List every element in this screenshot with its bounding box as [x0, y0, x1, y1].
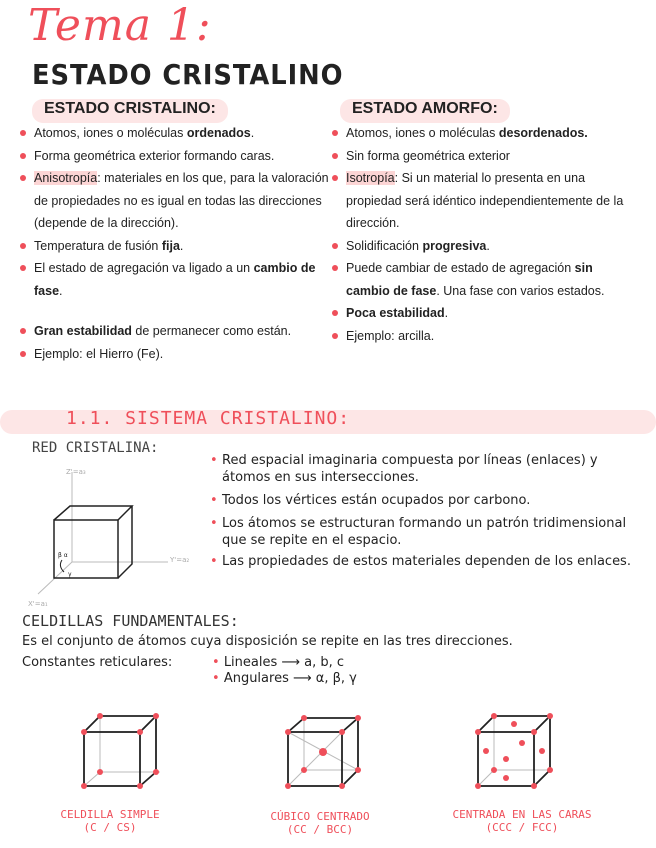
cell-bcc-caption: CÚBICO CENTRADO (CC / BCC) — [270, 810, 370, 836]
cell-fcc-caption: CENTRADA EN LAS CARAS (CCC / FCC) — [452, 808, 592, 834]
list-item: • Las propiedades de estos materiales dependen de los enlaces. — [210, 554, 631, 569]
list-item: • Todos los vértices están ocupados por carbono. — [210, 493, 531, 508]
page-title: ESTADO CRISTALINO — [32, 58, 344, 91]
left-list — [20, 122, 330, 365]
list-item: Isotropía: Si un material lo presenta en una propiedad será idéntico independientemente de la dirección. — [332, 167, 632, 235]
list-item: El estado de agregación va ligado a un cambio de fase. — [20, 257, 330, 302]
list-item: Temperatura de fusión fija. — [20, 235, 330, 258]
list-item: • Red espacial imaginaria compuesta por líneas (enlaces) y átomos en sus intersecciones. — [210, 453, 598, 485]
x-axis-label: X'=a₁ — [28, 600, 48, 608]
right-list — [332, 122, 632, 347]
lineales-line: • Lineales ⟶ a, b, c — [212, 655, 345, 670]
list-item: Poca estabilidad. — [332, 302, 632, 325]
section-title: 1.1. SISTEMA CRISTALINO: — [66, 408, 351, 429]
list-item: Anisotropía: materiales en los que, para la valoración de propiedades no es igual en todas las direcciones (depende de la dirección). — [20, 167, 330, 235]
list-item: Forma geométrica exterior formando caras. — [20, 145, 330, 168]
list-item: • Los átomos se estructuran formando un patrón tridimensional que se repite en el espacio. — [210, 516, 627, 548]
red-points — [210, 452, 646, 570]
simple-cell-diagram — [70, 710, 170, 805]
celdillas-text: Es el conjunto de átomos cuya disposición se repite en las tres direcciones. — [22, 634, 513, 649]
angulares-line: • Angulares ⟶ α, β, γ — [212, 671, 357, 686]
y-axis-label: Y'=a₂ — [170, 556, 190, 564]
list-item: Atomos, iones o moléculas desordenados. — [332, 122, 632, 145]
celdillas-heading: CELDILLAS FUNDAMENTALES: — [22, 612, 239, 630]
list-item: Ejemplo: arcilla. — [332, 325, 632, 348]
red-cristalina-heading: RED CRISTALINA: — [32, 440, 159, 456]
constantes-label: Constantes reticulares: — [22, 655, 173, 670]
list-item: Sin forma geométrica exterior — [332, 145, 632, 168]
angle-label: β α — [58, 552, 68, 559]
lattice-diagram — [28, 462, 208, 612]
cell-simple-caption: CELDILLA SIMPLE (C / CS) — [60, 808, 160, 834]
z-axis-label: Z'=a₃ — [66, 468, 86, 476]
tema-title: Tema 1: — [28, 0, 212, 51]
list-item: Puede cambiar de estado de agregación sin cambio de fase. Una fase con varios estados. — [332, 257, 632, 302]
list-item: Solidificación progresiva. — [332, 235, 632, 258]
fcc-cell-diagram — [468, 710, 560, 802]
left-heading: ESTADO CRISTALINO: — [32, 99, 228, 123]
right-heading: ESTADO AMORFO: — [340, 99, 510, 123]
list-item: Ejemplo: el Hierro (Fe). — [20, 343, 330, 366]
list-item: Gran estabilidad de permanecer como están. — [20, 320, 330, 343]
list-item: Atomos, iones o moléculas ordenados. — [20, 122, 330, 145]
gamma-label: γ — [68, 571, 72, 578]
bcc-cell-diagram — [280, 712, 370, 802]
